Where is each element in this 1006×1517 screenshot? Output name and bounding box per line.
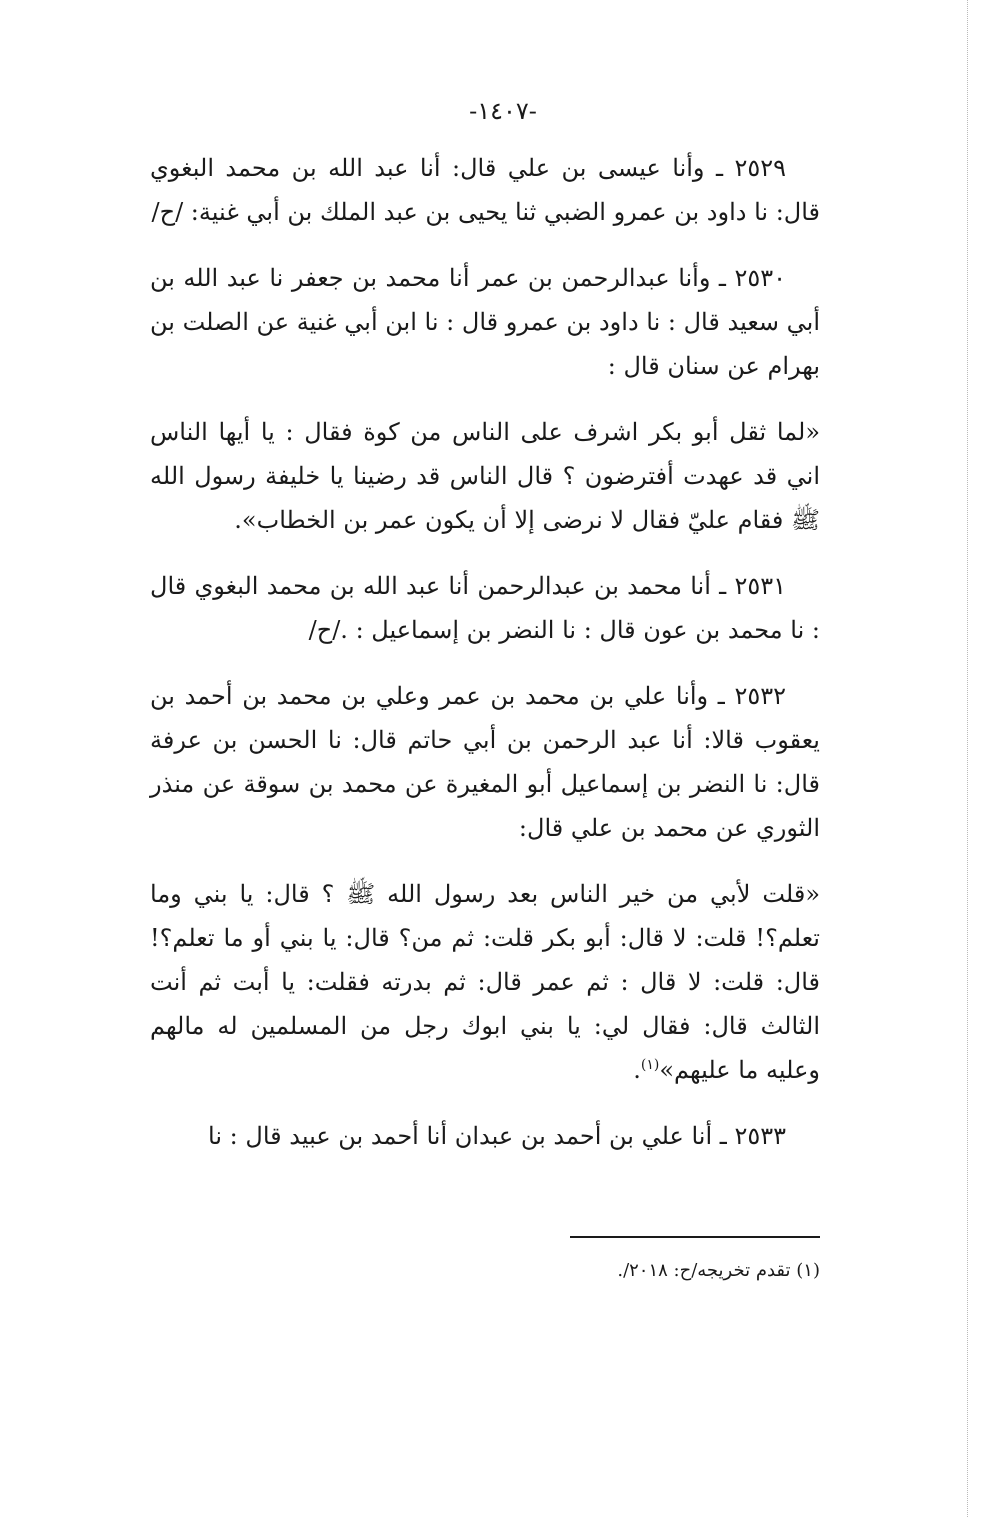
footnote-divider bbox=[570, 1236, 820, 1238]
quote-abu-bakr: «لما ثقل أبو بكر اشرف على الناس من كوة فقال : يا أيها الناس اني قد عهدت أفترضون ؟ قال الناس قد رضينا يا خليفة رسول الله ﷺ فقام عليّ فقال لا نرضى إلا أن يكون عمر بن الخطاب». bbox=[150, 418, 820, 534]
paragraph-2531: ٢٥٣١ ـ أنا محمد بن عبدالرحمن أنا عبد الله بن محمد البغوي قال : نا محمد بن عون قال : نا النضر بن إسماعيل : ./ح/ bbox=[150, 572, 820, 644]
main-text bbox=[150, 146, 820, 1180]
paragraph-2533: ٢٥٣٣ ـ أنا علي بن أحمد بن عبدان أنا أحمد بن عبيد قال : نا bbox=[208, 1122, 786, 1150]
quote-best-of-people-text: «قلت لأبي من خير الناس بعد رسول الله ﷺ ؟ قال: يا بني وما تعلم؟! قلت: لا قال: أبو بكر قلت: ثم من؟ قال: يا بني أو ما تعلم؟! قال: قلت: لا قال : ثم عمر قال: ثم بدرته فقلت: يا أبت ثم أنت الثالث قال: فقال لي: يا بني ابوك رجل من المسلمين له مالهم وعليه ما عليهم» bbox=[150, 880, 821, 1084]
quote-best-of-people bbox=[150, 872, 820, 1092]
paragraph-2532: ٢٥٣٢ ـ وأنا علي بن محمد بن عمر وعلي بن محمد بن أحمد بن يعقوب قالا: أنا عبد الرحمن بن أبي حاتم قال: نا الحسن بن عرفة قال: نا النضر بن إسماعيل أبو المغيرة عن محمد بن سوقة عن منذر الثوري عن محمد بن علي قال: bbox=[150, 682, 820, 842]
paragraph-2529: ٢٥٢٩ ـ وأنا عيسى بن علي قال: أنا عبد الله بن محمد البغوي قال: نا داود بن عمرو الضبي ثنا يحيى بن عبد الملك بن أبي غنية: /ح/ bbox=[150, 154, 820, 226]
paragraph-2530: ٢٥٣٠ ـ وأنا عبدالرحمن بن عمر أنا محمد بن جعفر نا عبد الله بن أبي سعيد قال : نا داود بن عمرو قال : نا ابن أبي غنية عن الصلت بن بهرام عن سنان قال : bbox=[150, 264, 820, 380]
page-edge-border bbox=[967, 0, 968, 1517]
quote-end-mark: . bbox=[633, 1056, 641, 1084]
footnote-reference[interactable]: (١) bbox=[640, 1057, 660, 1073]
footnote-1: (١) تقدم تخريجه/ح: ٢٠١٨/. bbox=[617, 1260, 820, 1281]
page-number: -١٤٠٧- bbox=[469, 97, 537, 125]
